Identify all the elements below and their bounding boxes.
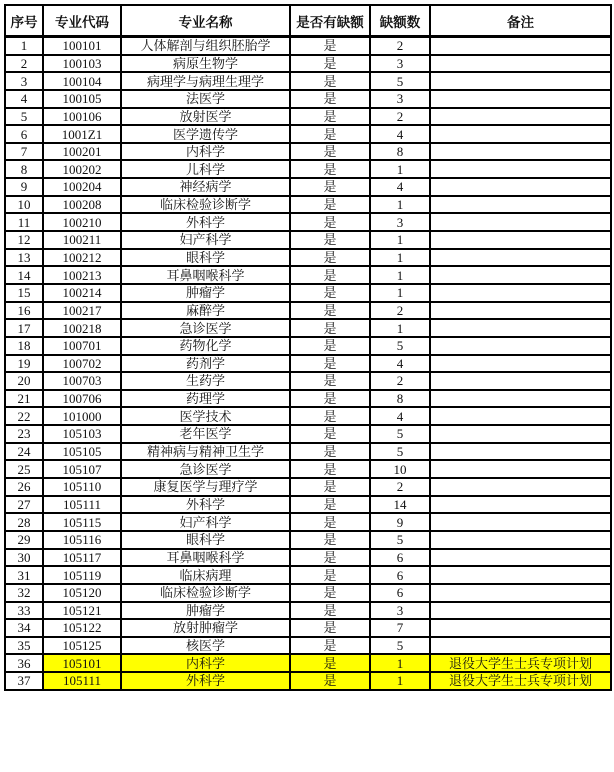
cell-serial-number: 14 <box>5 266 43 284</box>
cell-vacancy-count: 5 <box>370 425 430 443</box>
cell-major-code: 100103 <box>43 55 121 73</box>
cell-serial-number: 25 <box>5 460 43 478</box>
cell-serial-number: 27 <box>5 496 43 514</box>
table-row <box>5 319 611 337</box>
cell-remark <box>430 407 611 425</box>
table-row <box>5 284 611 302</box>
cell-major-name: 放射医学 <box>121 108 290 126</box>
specialty-vacancy-table <box>4 4 612 691</box>
cell-major-name: 耳鼻咽喉科学 <box>121 266 290 284</box>
header-major-code: 专业代码 <box>43 5 121 37</box>
cell-major-code: 105115 <box>43 513 121 531</box>
cell-vacancy-count: 1 <box>370 319 430 337</box>
cell-major-code: 105111 <box>43 496 121 514</box>
cell-has-vacancy: 是 <box>290 213 370 231</box>
cell-has-vacancy: 是 <box>290 37 370 55</box>
cell-remark <box>430 284 611 302</box>
cell-serial-number: 17 <box>5 319 43 337</box>
cell-remark <box>430 125 611 143</box>
table-row <box>5 425 611 443</box>
cell-remark <box>430 584 611 602</box>
cell-major-code: 105119 <box>43 566 121 584</box>
cell-major-code: 105107 <box>43 460 121 478</box>
table-row <box>5 549 611 567</box>
cell-major-name: 外科学 <box>121 672 290 690</box>
table-row <box>5 213 611 231</box>
cell-major-name: 临床检验诊断学 <box>121 196 290 214</box>
table-row <box>5 266 611 284</box>
cell-serial-number: 34 <box>5 619 43 637</box>
table-row <box>5 143 611 161</box>
cell-has-vacancy: 是 <box>290 672 370 690</box>
cell-serial-number: 23 <box>5 425 43 443</box>
cell-major-code: 100217 <box>43 302 121 320</box>
cell-remark <box>430 372 611 390</box>
cell-major-code: 100212 <box>43 249 121 267</box>
cell-major-code: 100702 <box>43 355 121 373</box>
cell-major-code: 100204 <box>43 178 121 196</box>
cell-major-name: 妇产科学 <box>121 513 290 531</box>
cell-has-vacancy: 是 <box>290 549 370 567</box>
cell-remark <box>430 566 611 584</box>
table-row <box>5 390 611 408</box>
cell-serial-number: 28 <box>5 513 43 531</box>
cell-has-vacancy: 是 <box>290 143 370 161</box>
cell-serial-number: 19 <box>5 355 43 373</box>
cell-remark <box>430 72 611 90</box>
table-row <box>5 654 611 672</box>
cell-serial-number: 1 <box>5 37 43 55</box>
cell-serial-number: 36 <box>5 654 43 672</box>
cell-has-vacancy: 是 <box>290 566 370 584</box>
table-row <box>5 372 611 390</box>
cell-major-code: 105125 <box>43 637 121 655</box>
table-row <box>5 231 611 249</box>
cell-remark <box>430 337 611 355</box>
cell-major-name: 急诊医学 <box>121 460 290 478</box>
cell-has-vacancy: 是 <box>290 460 370 478</box>
cell-serial-number: 9 <box>5 178 43 196</box>
cell-serial-number: 30 <box>5 549 43 567</box>
header-remark: 备注 <box>430 5 611 37</box>
cell-vacancy-count: 1 <box>370 284 430 302</box>
header-serial-number: 序号 <box>5 5 43 37</box>
cell-remark <box>430 425 611 443</box>
cell-vacancy-count: 3 <box>370 90 430 108</box>
cell-major-name: 药物化学 <box>121 337 290 355</box>
cell-vacancy-count: 1 <box>370 231 430 249</box>
cell-remark <box>430 55 611 73</box>
table-row <box>5 602 611 620</box>
cell-major-code: 100706 <box>43 390 121 408</box>
table-row <box>5 160 611 178</box>
cell-has-vacancy: 是 <box>290 443 370 461</box>
cell-remark <box>430 90 611 108</box>
cell-has-vacancy: 是 <box>290 160 370 178</box>
cell-major-name: 核医学 <box>121 637 290 655</box>
cell-vacancy-count: 1 <box>370 266 430 284</box>
table-row <box>5 355 611 373</box>
cell-remark: 退役大学生士兵专项计划 <box>430 672 611 690</box>
header-row <box>5 5 611 37</box>
cell-remark <box>430 108 611 126</box>
cell-vacancy-count: 5 <box>370 531 430 549</box>
cell-major-code: 105105 <box>43 443 121 461</box>
cell-remark <box>430 143 611 161</box>
cell-major-name: 医学遗传学 <box>121 125 290 143</box>
cell-remark <box>430 302 611 320</box>
cell-vacancy-count: 2 <box>370 478 430 496</box>
table-row <box>5 72 611 90</box>
table-row <box>5 249 611 267</box>
table-row <box>5 337 611 355</box>
cell-remark <box>430 355 611 373</box>
cell-vacancy-count: 3 <box>370 602 430 620</box>
cell-serial-number: 20 <box>5 372 43 390</box>
cell-remark <box>430 249 611 267</box>
cell-remark <box>430 531 611 549</box>
header-major-name: 专业名称 <box>121 5 290 37</box>
cell-has-vacancy: 是 <box>290 249 370 267</box>
cell-has-vacancy: 是 <box>290 654 370 672</box>
cell-major-name: 急诊医学 <box>121 319 290 337</box>
cell-major-code: 100701 <box>43 337 121 355</box>
cell-vacancy-count: 8 <box>370 390 430 408</box>
table-row <box>5 460 611 478</box>
table-row <box>5 108 611 126</box>
cell-serial-number: 16 <box>5 302 43 320</box>
cell-major-code: 100101 <box>43 37 121 55</box>
cell-remark <box>430 196 611 214</box>
cell-serial-number: 10 <box>5 196 43 214</box>
cell-serial-number: 13 <box>5 249 43 267</box>
cell-remark <box>430 231 611 249</box>
cell-serial-number: 5 <box>5 108 43 126</box>
header-vacancy-count: 缺额数 <box>370 5 430 37</box>
table-header <box>5 5 611 37</box>
cell-major-name: 老年医学 <box>121 425 290 443</box>
cell-major-name: 临床检验诊断学 <box>121 584 290 602</box>
cell-major-name: 病原生物学 <box>121 55 290 73</box>
cell-major-code: 100104 <box>43 72 121 90</box>
cell-major-name: 法医学 <box>121 90 290 108</box>
cell-major-name: 生药学 <box>121 372 290 390</box>
cell-major-name: 药理学 <box>121 390 290 408</box>
cell-vacancy-count: 4 <box>370 355 430 373</box>
cell-remark <box>430 319 611 337</box>
cell-serial-number: 8 <box>5 160 43 178</box>
cell-vacancy-count: 6 <box>370 549 430 567</box>
cell-major-name: 人体解剖与组织胚胎学 <box>121 37 290 55</box>
cell-has-vacancy: 是 <box>290 319 370 337</box>
cell-has-vacancy: 是 <box>290 372 370 390</box>
cell-major-code: 105101 <box>43 654 121 672</box>
cell-has-vacancy: 是 <box>290 55 370 73</box>
cell-serial-number: 26 <box>5 478 43 496</box>
cell-vacancy-count: 9 <box>370 513 430 531</box>
cell-remark: 退役大学生士兵专项计划 <box>430 654 611 672</box>
cell-has-vacancy: 是 <box>290 231 370 249</box>
cell-major-name: 肿瘤学 <box>121 602 290 620</box>
cell-major-name: 神经病学 <box>121 178 290 196</box>
cell-serial-number: 37 <box>5 672 43 690</box>
cell-major-code: 105122 <box>43 619 121 637</box>
cell-vacancy-count: 2 <box>370 372 430 390</box>
table-row <box>5 196 611 214</box>
table-row <box>5 407 611 425</box>
cell-vacancy-count: 1 <box>370 672 430 690</box>
cell-major-name: 外科学 <box>121 213 290 231</box>
cell-serial-number: 35 <box>5 637 43 655</box>
cell-vacancy-count: 1 <box>370 249 430 267</box>
table-row <box>5 496 611 514</box>
cell-has-vacancy: 是 <box>290 390 370 408</box>
cell-serial-number: 12 <box>5 231 43 249</box>
cell-vacancy-count: 3 <box>370 55 430 73</box>
cell-vacancy-count: 1 <box>370 160 430 178</box>
cell-vacancy-count: 2 <box>370 37 430 55</box>
cell-has-vacancy: 是 <box>290 637 370 655</box>
cell-remark <box>430 390 611 408</box>
cell-vacancy-count: 1 <box>370 654 430 672</box>
cell-major-name: 麻醉学 <box>121 302 290 320</box>
cell-has-vacancy: 是 <box>290 513 370 531</box>
cell-has-vacancy: 是 <box>290 531 370 549</box>
cell-major-code: 100211 <box>43 231 121 249</box>
cell-major-code: 105121 <box>43 602 121 620</box>
cell-vacancy-count: 5 <box>370 637 430 655</box>
cell-major-code: 100218 <box>43 319 121 337</box>
cell-major-code: 100208 <box>43 196 121 214</box>
cell-remark <box>430 443 611 461</box>
cell-serial-number: 32 <box>5 584 43 602</box>
cell-serial-number: 22 <box>5 407 43 425</box>
cell-major-name: 医学技术 <box>121 407 290 425</box>
table-row <box>5 55 611 73</box>
table-row <box>5 513 611 531</box>
cell-has-vacancy: 是 <box>290 284 370 302</box>
cell-major-code: 100105 <box>43 90 121 108</box>
cell-vacancy-count: 4 <box>370 178 430 196</box>
table-row <box>5 125 611 143</box>
cell-has-vacancy: 是 <box>290 178 370 196</box>
cell-vacancy-count: 4 <box>370 407 430 425</box>
cell-major-code: 100106 <box>43 108 121 126</box>
cell-remark <box>430 496 611 514</box>
cell-major-name: 眼科学 <box>121 531 290 549</box>
table-row <box>5 178 611 196</box>
cell-has-vacancy: 是 <box>290 425 370 443</box>
cell-vacancy-count: 6 <box>370 584 430 602</box>
cell-serial-number: 24 <box>5 443 43 461</box>
cell-major-name: 临床病理 <box>121 566 290 584</box>
cell-serial-number: 7 <box>5 143 43 161</box>
cell-serial-number: 18 <box>5 337 43 355</box>
cell-major-name: 耳鼻咽喉科学 <box>121 549 290 567</box>
cell-remark <box>430 460 611 478</box>
cell-major-name: 放射肿瘤学 <box>121 619 290 637</box>
cell-has-vacancy: 是 <box>290 125 370 143</box>
cell-vacancy-count: 5 <box>370 337 430 355</box>
table-row <box>5 672 611 690</box>
cell-vacancy-count: 7 <box>370 619 430 637</box>
cell-has-vacancy: 是 <box>290 196 370 214</box>
cell-remark <box>430 637 611 655</box>
cell-has-vacancy: 是 <box>290 302 370 320</box>
cell-major-name: 内科学 <box>121 143 290 161</box>
table-row <box>5 90 611 108</box>
cell-vacancy-count: 14 <box>370 496 430 514</box>
cell-major-code: 105117 <box>43 549 121 567</box>
cell-vacancy-count: 2 <box>370 302 430 320</box>
cell-remark <box>430 37 611 55</box>
cell-major-name: 眼科学 <box>121 249 290 267</box>
cell-has-vacancy: 是 <box>290 72 370 90</box>
cell-vacancy-count: 4 <box>370 125 430 143</box>
table-row <box>5 302 611 320</box>
cell-has-vacancy: 是 <box>290 478 370 496</box>
cell-vacancy-count: 2 <box>370 108 430 126</box>
cell-serial-number: 15 <box>5 284 43 302</box>
cell-major-name: 儿科学 <box>121 160 290 178</box>
cell-major-name: 肿瘤学 <box>121 284 290 302</box>
cell-remark <box>430 619 611 637</box>
cell-major-code: 100703 <box>43 372 121 390</box>
table-row <box>5 531 611 549</box>
cell-major-name: 病理学与病理生理学 <box>121 72 290 90</box>
cell-has-vacancy: 是 <box>290 108 370 126</box>
cell-major-code: 100213 <box>43 266 121 284</box>
cell-vacancy-count: 6 <box>370 566 430 584</box>
cell-major-code: 105120 <box>43 584 121 602</box>
cell-serial-number: 29 <box>5 531 43 549</box>
cell-has-vacancy: 是 <box>290 584 370 602</box>
cell-has-vacancy: 是 <box>290 266 370 284</box>
table-row <box>5 619 611 637</box>
table-row <box>5 443 611 461</box>
cell-remark <box>430 160 611 178</box>
cell-has-vacancy: 是 <box>290 355 370 373</box>
cell-major-name: 外科学 <box>121 496 290 514</box>
cell-serial-number: 21 <box>5 390 43 408</box>
cell-major-code: 101000 <box>43 407 121 425</box>
cell-has-vacancy: 是 <box>290 337 370 355</box>
cell-major-code: 100201 <box>43 143 121 161</box>
cell-has-vacancy: 是 <box>290 602 370 620</box>
cell-major-code: 105116 <box>43 531 121 549</box>
cell-major-name: 药剂学 <box>121 355 290 373</box>
table-row <box>5 478 611 496</box>
cell-major-code: 100214 <box>43 284 121 302</box>
cell-remark <box>430 478 611 496</box>
cell-vacancy-count: 8 <box>370 143 430 161</box>
cell-vacancy-count: 10 <box>370 460 430 478</box>
cell-serial-number: 31 <box>5 566 43 584</box>
cell-major-code: 105103 <box>43 425 121 443</box>
cell-remark <box>430 549 611 567</box>
cell-remark <box>430 178 611 196</box>
cell-serial-number: 11 <box>5 213 43 231</box>
table-row <box>5 566 611 584</box>
cell-major-code: 1001Z1 <box>43 125 121 143</box>
cell-serial-number: 6 <box>5 125 43 143</box>
cell-major-code: 105110 <box>43 478 121 496</box>
cell-major-name: 康复医学与理疗学 <box>121 478 290 496</box>
cell-has-vacancy: 是 <box>290 407 370 425</box>
cell-vacancy-count: 3 <box>370 213 430 231</box>
cell-vacancy-count: 5 <box>370 443 430 461</box>
cell-serial-number: 3 <box>5 72 43 90</box>
cell-remark <box>430 602 611 620</box>
table-row <box>5 584 611 602</box>
cell-major-name: 内科学 <box>121 654 290 672</box>
cell-major-code: 105111 <box>43 672 121 690</box>
cell-remark <box>430 266 611 284</box>
cell-remark <box>430 513 611 531</box>
cell-major-name: 妇产科学 <box>121 231 290 249</box>
cell-has-vacancy: 是 <box>290 619 370 637</box>
table-row <box>5 637 611 655</box>
cell-remark <box>430 213 611 231</box>
cell-serial-number: 4 <box>5 90 43 108</box>
cell-has-vacancy: 是 <box>290 90 370 108</box>
cell-major-code: 100210 <box>43 213 121 231</box>
cell-major-name: 精神病与精神卫生学 <box>121 443 290 461</box>
cell-vacancy-count: 1 <box>370 196 430 214</box>
header-has-vacancy: 是否有缺额 <box>290 5 370 37</box>
cell-vacancy-count: 5 <box>370 72 430 90</box>
table-row <box>5 37 611 55</box>
cell-serial-number: 2 <box>5 55 43 73</box>
cell-serial-number: 33 <box>5 602 43 620</box>
cell-has-vacancy: 是 <box>290 496 370 514</box>
cell-major-code: 100202 <box>43 160 121 178</box>
table-body <box>5 37 611 690</box>
